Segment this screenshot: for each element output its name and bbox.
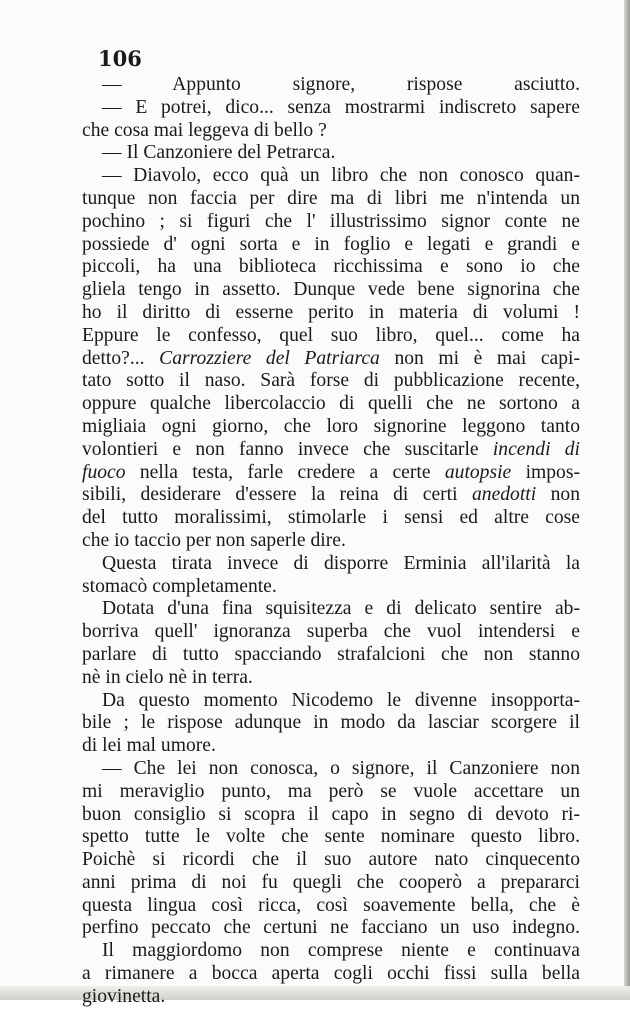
text-line: volontieri e non fanno invece che suscitarle incendi di: [82, 438, 580, 460]
text-line: Poichè si ricordi che il suo autore nato cinquecento: [82, 849, 580, 871]
text-line: gliela tengo in assetto. Dunque vede bene signorina che: [82, 279, 580, 301]
text-line: bile ; le rispose adunque in modo da lasciar scorgere il: [82, 712, 580, 734]
text-line: — Il Canzoniere del Petrarca.: [102, 142, 336, 164]
text-line: migliaia ogni giorno, che loro signorine leggono tanto: [82, 415, 580, 437]
italic-word: autopsie: [444, 461, 512, 483]
page-number: 106: [98, 46, 142, 71]
text-line: anni prima di noi fu quegli che cooperò a prepararci: [82, 871, 580, 893]
text-line: stomacò completamente.: [82, 575, 277, 597]
text-line: fuoco nella testa, farle credere a certe autopsie impos-: [82, 461, 580, 483]
text-line: piccoli, ha una biblioteca ricchissima e sono io che: [82, 256, 580, 278]
text-line: del tutto moralissimi, stimolarle i sensi ed altre cose: [82, 507, 580, 529]
text-line: giovinetta.: [82, 985, 166, 1007]
text-line: detto?... Carrozziere del Patriarca non mi è mai capi-: [82, 347, 581, 369]
italic-phrase: fuoco: [82, 461, 126, 483]
text-line: perfino peccato che certuni ne facciano un uso indegno.: [82, 917, 580, 939]
text-line: ho il diritto di esserne perito in materia di volumi !: [82, 301, 580, 323]
text-line: buon consiglio si scopra il capo in segno di devoto ri-: [82, 803, 580, 825]
text-line: nè in cielo nè in terra.: [82, 666, 253, 688]
italic-title: Carrozziere del Patriarca: [159, 347, 380, 369]
text-line: — E potrei, dico... senza mostrarmi indiscreto sapere: [102, 96, 580, 118]
text-line: Il maggiordomo non comprese niente e continuava: [102, 940, 580, 962]
text-line: — Appunto signore, rispose asciutto.: [102, 74, 580, 95]
text-line: parlare di tutto spacciando strafalcioni che non stanno: [82, 643, 580, 665]
text-line: — Che lei non conosca, o signore, il Canzoniere non: [102, 757, 580, 779]
text-line: questa lingua così ricca, così soavemente bella, che è: [82, 894, 580, 916]
text-line: tunque non faccia per dire ma di libri me n'intenda un: [82, 187, 580, 209]
text-line: possiede d' ogni sorta e in foglio e legati e grandi e: [82, 233, 580, 255]
text-line: oppure qualche libercolaccio di quelli che ne sortono a: [82, 393, 580, 415]
text-line: a rimanere a bocca aperta cogli occhi fissi sulla bella: [82, 963, 580, 985]
page-edge-shadow: [624, 0, 630, 1000]
text-line: che io taccio per non saperle dire.: [82, 529, 346, 551]
text-line: Eppure le confesso, quel suo libro, quel... come ha: [82, 324, 580, 346]
italic-word: anedotti: [471, 484, 537, 506]
text-line: pochino ; si figuri che l' illustrissimo signor conte ne: [82, 210, 580, 232]
text-line: di lei mal umore.: [82, 735, 216, 757]
body-text: [82, 74, 580, 1009]
text-line: Dotata d'una fina squisitezza e di delicato sentire ab-: [102, 598, 580, 620]
text-line: borriva quell' ignoranza superba che vuol intendersi e: [82, 621, 580, 643]
text-line: spetto tutte le volte che sente nominare questo libro.: [82, 826, 580, 848]
text-line: mi meraviglio punto, ma però se vuole accettare un: [82, 780, 580, 802]
text-line: Da questo momento Nicodemo le divenne insopporta-: [102, 689, 580, 711]
text-line: Questa tirata invece di disporre Erminia all'ilarità la: [102, 552, 580, 574]
text-line: che cosa mai leggeva di bello ?: [82, 119, 327, 141]
text-line: — Diavolo, ecco quà un libro che non conosco quan-: [102, 165, 580, 187]
italic-phrase: incendi di: [492, 438, 580, 460]
text-line: sibili, desiderare d'essere la reina di certi anedotti non: [82, 484, 580, 506]
text-line: tato sotto il naso. Sarà forse di pubblicazione recente,: [82, 370, 580, 392]
